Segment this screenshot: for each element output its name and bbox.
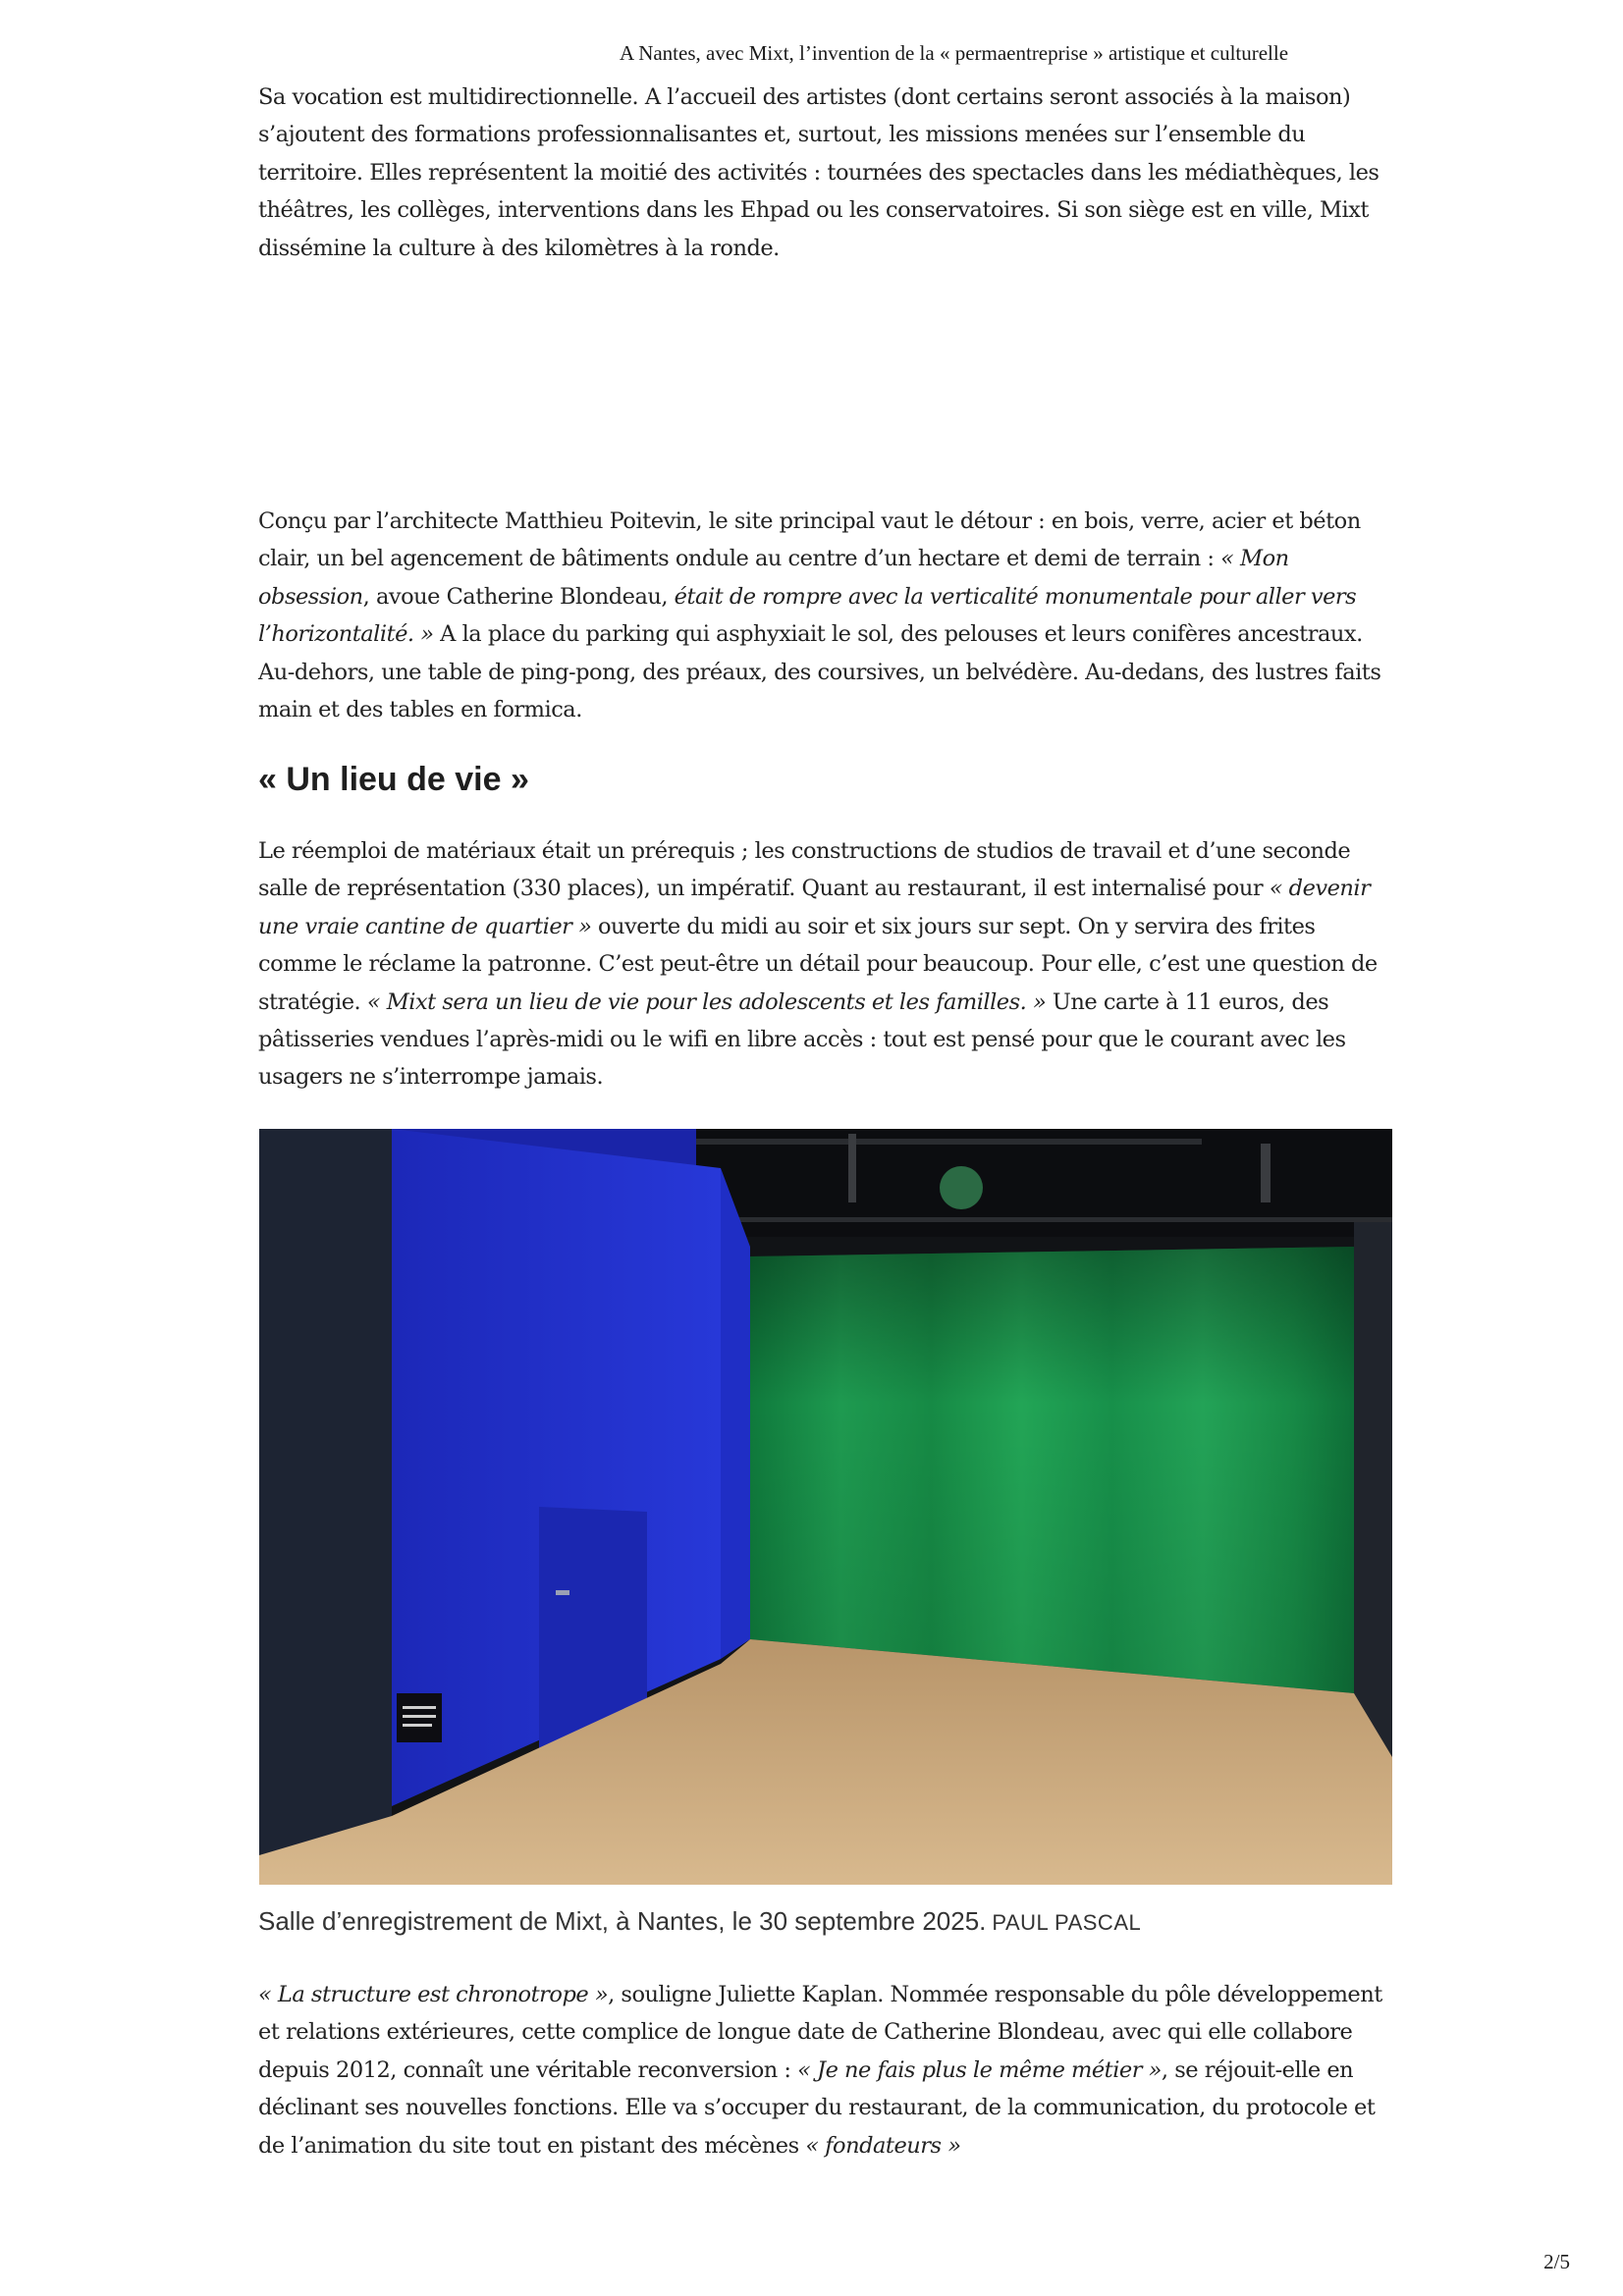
paragraph-1: Sa vocation est multidirectionnelle. A l’accueil des artistes (dont certains seront associés à la maison) s’ajoutent des formations professionnalisantes et, surtout, les missions menées sur l’ensemble du territoire. Elles représentent la moitié des activités : tournées des spectacles dans les médiathèques, les théâtres, les collèges, interventions dans les Ehpad ou les conservatoires. Si son siège est en ville, Mixt dissémine la culture à des kilomètres à la ronde. — [258, 84, 1380, 261]
paragraph-4-quote-1: « La structure est chronotrope » — [258, 1982, 609, 2007]
section-heading: « Un lieu de vie » — [258, 761, 529, 798]
paragraph-2-quote-1: « Mon obsession — [258, 546, 1289, 610]
paragraph-2-text-c: A la place du parking qui asphyxiait le sol, des pelouses et leurs conifères ancestraux. Au-dehors, une table de ping-pong, des préaux, des coursives, un belvédère. Au-dedans, des lustres faits main et des tables en formica. — [258, 621, 1381, 723]
paragraph-4-text-b: , se réjouit-elle en déclinant ses nouvelles fonctions. Elle va s’occuper du restaurant, de la communication, du protocole et de l’animation du site tout en pistant des mécènes — [258, 2056, 1376, 2159]
paragraph-4 — [258, 1976, 1393, 2164]
paragraph-2-text-b: , avoue Catherine Blondeau, — [362, 583, 675, 610]
paragraph-2-text-a: Conçu par l’architecte Matthieu Poitevin, le site principal vaut le détour : en bois, verre, acier et béton clair, un bel agencement de bâtiments ondule au centre d’un hectare et demi de terrain : — [258, 508, 1361, 572]
paragraph-3-quote-1: « devenir une vraie cantine de quartier » — [258, 876, 1371, 939]
photo-caption — [258, 1906, 1141, 1937]
paragraph-2-quote-2: était de rompre avec la verticalité monumentale pour aller vers l’horizontalité. » — [258, 583, 1357, 648]
caption-text: Salle d’enregistrement de Mixt, à Nantes, le 30 septembre 2025. — [258, 1906, 987, 1936]
paragraph-3-text-c: Une carte à 11 euros, des pâtisseries vendues l’après-midi ou le wifi en libre accès : tout est pensé pour que le courant avec les usagers ne s’interrompe jamais. — [258, 988, 1346, 1091]
paragraph-3-text-b: ouverte du midi au soir et six jours sur sept. On y servira des frites comme le réclame la patronne. C’est peut-être un détail pour beaucoup. Pour elle, c’est une question de stratégie. — [258, 913, 1378, 1015]
paragraph-4-quote-3: « fondateurs » — [805, 2132, 961, 2159]
paragraph-4-quote-2: « Je ne fais plus le même métier » — [797, 2056, 1162, 2083]
paragraph-3 — [258, 832, 1393, 1096]
paragraph-2 — [258, 503, 1393, 728]
page-number: 2/5 — [1543, 2250, 1570, 2273]
running-title: A Nantes, avec Mixt, l’invention de la « permaentreprise » artistique et culturelle — [619, 41, 1289, 65]
studio-photo — [259, 1129, 1392, 1885]
paragraph-3-text-a: Le réemploi de matériaux était un prérequis ; les constructions de studios de travail et d’une seconde salle de représentation (330 places), un impératif. Quant au restaurant, il est internalisé pour — [258, 838, 1351, 902]
photo-credit: PAUL PASCAL — [992, 1910, 1142, 1935]
paragraph-3-quote-2: « Mixt sera un lieu de vie pour les adolescents et les familles. » — [366, 988, 1047, 1015]
paragraph-4-text-a: , souligne Juliette Kaplan. Nommée responsable du pôle développement et relations extérieures, cette complice de longue date de Catherine Blondeau, avec qui elle collabore depuis 2012, connaît une véritable reconversion : — [258, 1982, 1382, 2083]
